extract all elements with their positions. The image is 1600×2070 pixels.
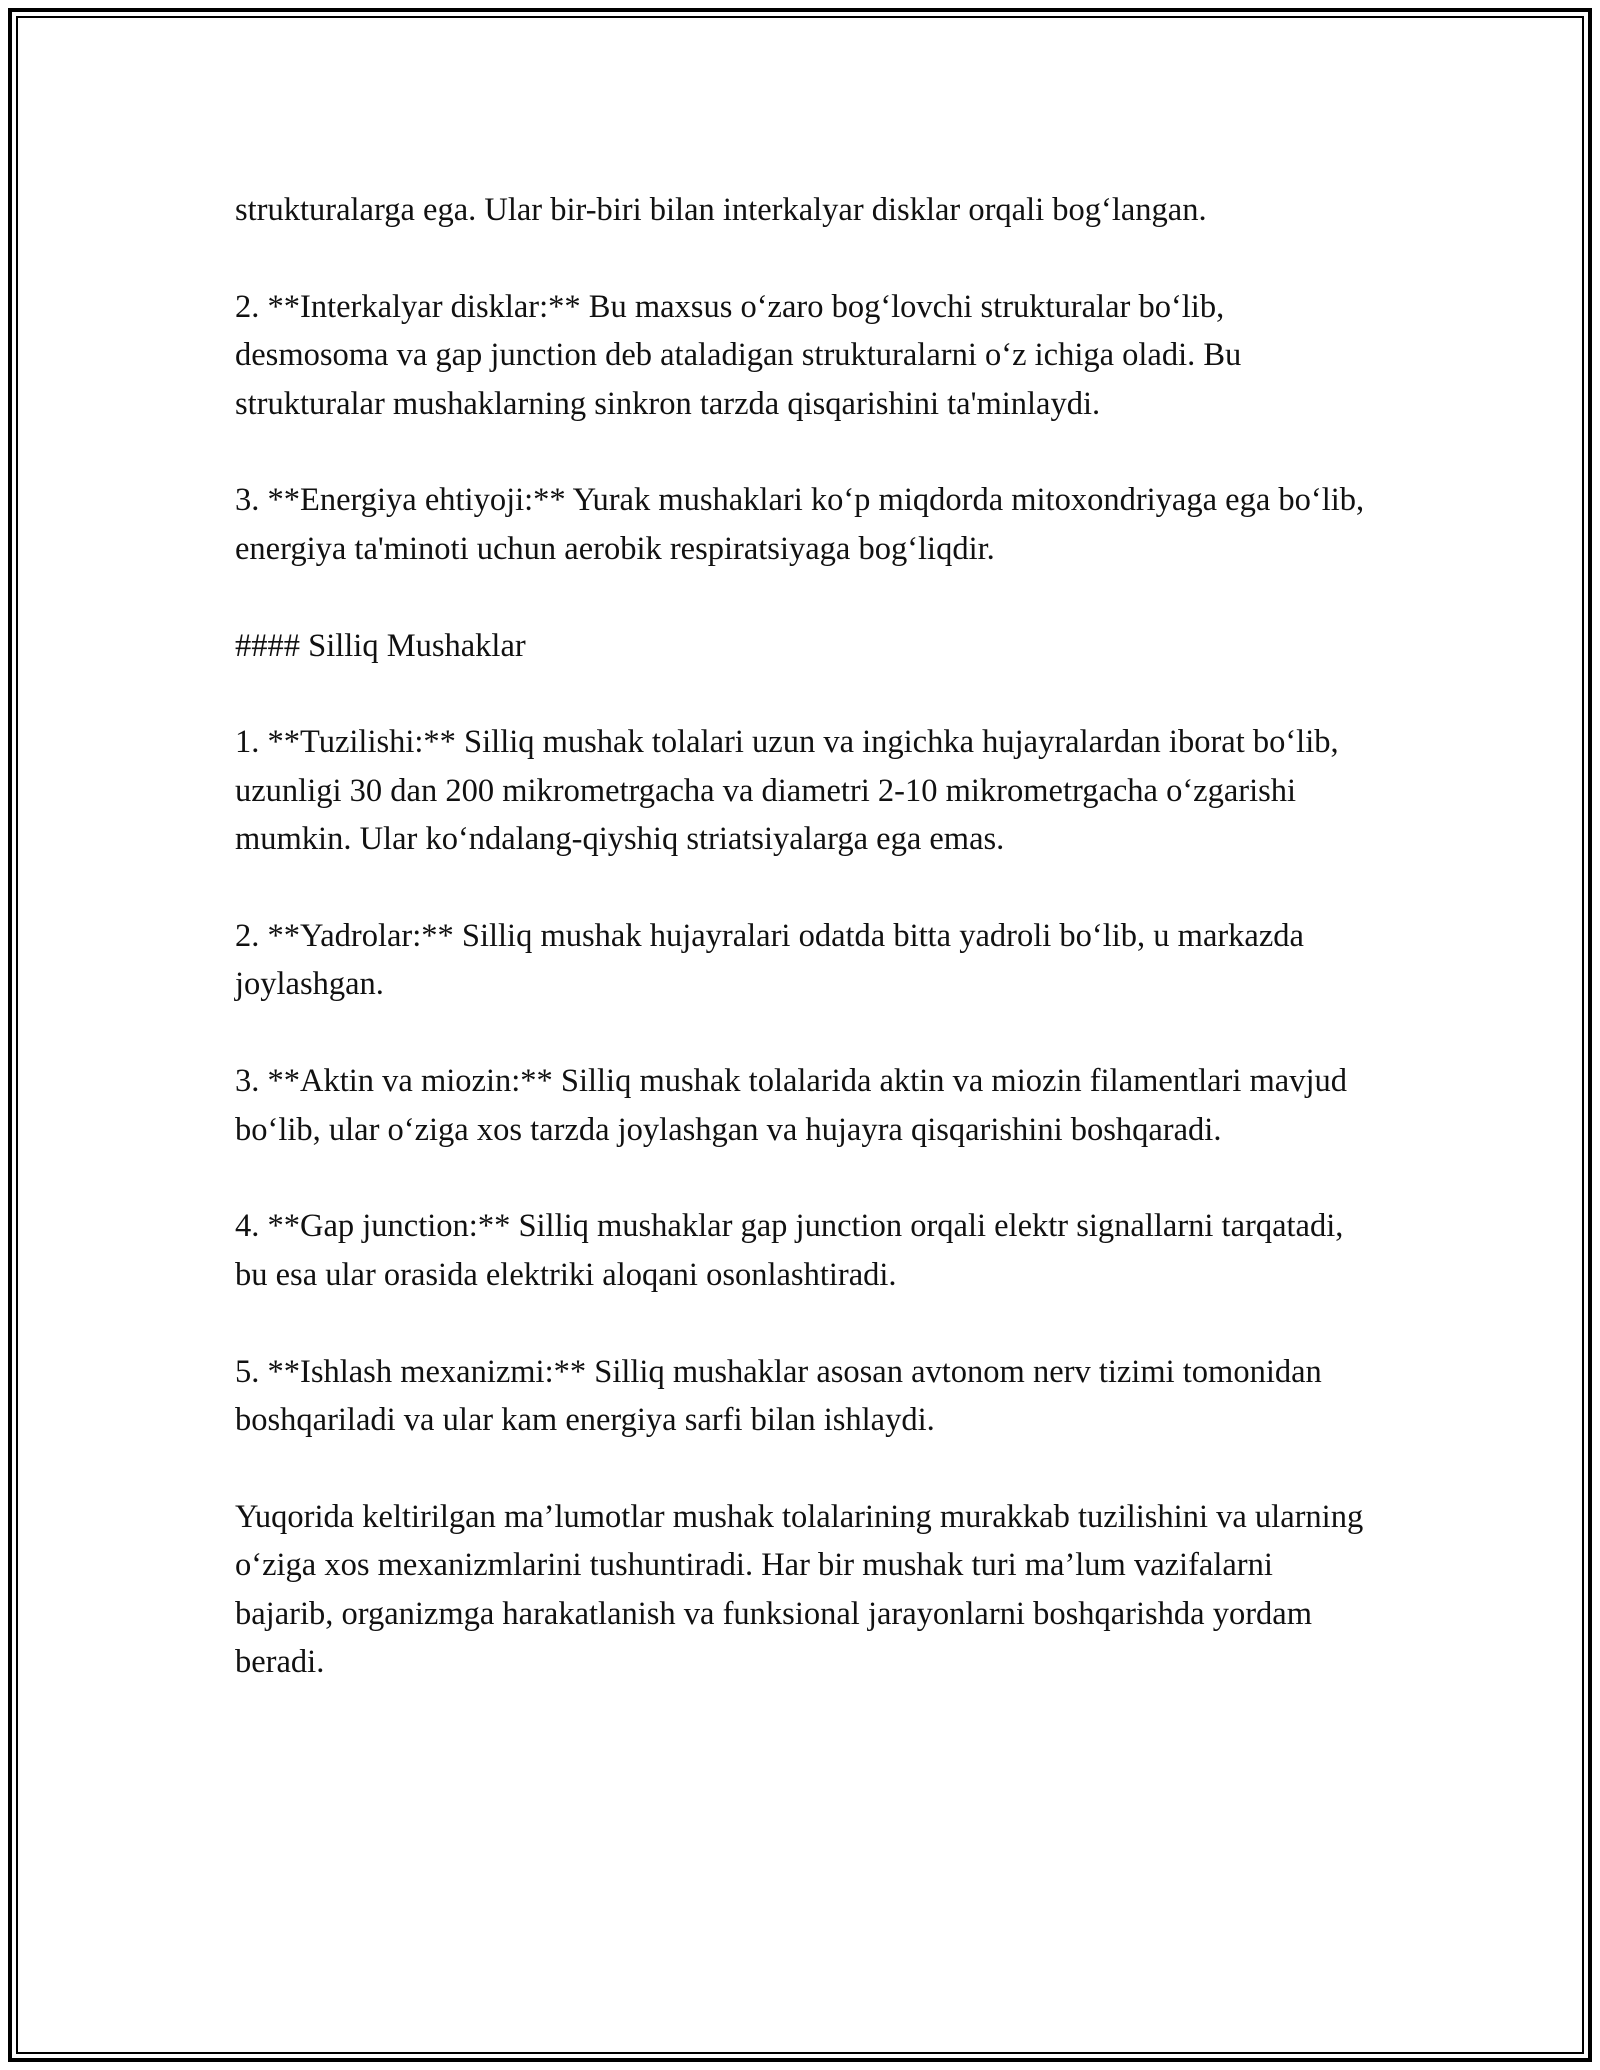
document-body <box>235 186 1365 1686</box>
paragraph-gap-junction: 4. **Gap junction:** Silliq mushaklar gap junction orqali elektr signallarni tarqatadi, bu esa ular orasida elektriki aloqani osonlashtiradi. <box>235 1208 1344 1293</box>
paragraph-energiya-ehtiyoji: 3. **Energiya ehtiyoji:** Yurak mushaklari ko‘p miqdorda mitoxondriyaga ega bo‘lib, energiya ta'minoti uchun aerobik respiratsiyaga bog‘liqdir. <box>235 482 1365 567</box>
paragraph-yadrolar: 2. **Yadrolar:** Silliq mushak hujayralari odatda bitta yadroli bo‘lib, u markazda joylashgan. <box>235 918 1304 1003</box>
paragraph-tuzilishi: 1. **Tuzilishi:** Silliq mushak tolalari uzun va ingichka hujayralardan iborat bo‘lib, uzunligi 30 dan 200 mikrometrgacha va diametri 2-10 mikrometrgacha o‘zgarishi mumkin. Ular ko‘ndalang-qiyshiq striatsiyalarga ega emas. <box>235 724 1339 858</box>
paragraph-conclusion: Yuqorida keltirilgan ma’lumotlar mushak tolalarining murakkab tuzilishini va ularning o‘ziga xos mexanizmlarini tushuntiradi. Har bir mushak turi ma’lum vazifalarni bajarib, organizmga harakatlanish va funksional jarayonlarni boshqarishda yordam beradi. <box>235 1498 1364 1681</box>
paragraph-continuation: strukturalarga ega. Ular bir-biri bilan interkalyar disklar orqali bog‘langan. <box>235 192 1207 228</box>
section-heading-silliq-mushaklar: #### Silliq Mushaklar <box>235 627 526 664</box>
paragraph-interkalyar-disklar: 2. **Interkalyar disklar:** Bu maxsus o‘zaro bog‘lovchi strukturalar bo‘lib, desmosoma va gap junction deb ataladigan strukturalarni o‘z ichiga oladi. Bu strukturalar mushaklarning sinkron tarzda qisqarishini ta'minlaydi. <box>235 288 1242 422</box>
paragraph-aktin-va-miozin: 3. **Aktin va miozin:** Silliq mushak tolalarida aktin va miozin filamentlari mavjud bo‘lib, ular o‘ziga xos tarzda joylashgan va hujayra qisqarishini boshqaradi. <box>235 1063 1348 1148</box>
paragraph-ishlash-mexanizmi: 5. **Ishlash mexanizmi:** Silliq mushaklar asosan avtonom nerv tizimi tomonidan boshqariladi va ular kam energiya sarfi bilan ishlaydi. <box>235 1353 1322 1439</box>
